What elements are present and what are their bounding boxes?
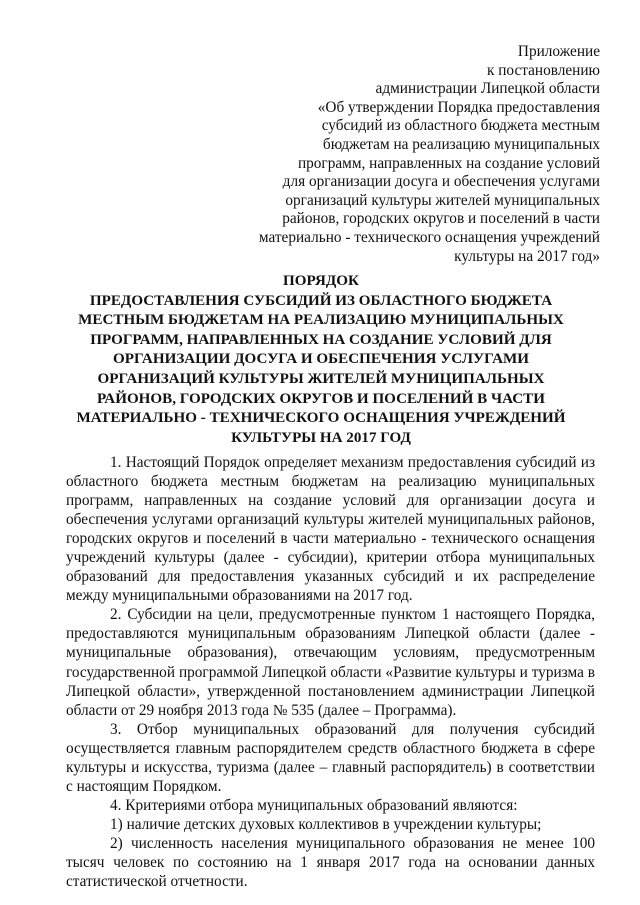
appendix-line: материально - технического оснащения учреждений <box>258 228 600 246</box>
title-line: МАТЕРИАЛЬНО - ТЕХНИЧЕСКОГО ОСНАЩЕНИЯ УЧРЕЖДЕНИЙ <box>76 410 566 427</box>
document-title <box>60 272 582 448</box>
title-line: ОРГАНИЗАЦИЙ КУЛЬТУРЫ ЖИТЕЛЕЙ МУНИЦИПАЛЬНЫХ <box>97 370 545 387</box>
appendix-line: к постановлению <box>486 61 600 79</box>
appendix-line: культуры на 2017 год» <box>454 247 600 265</box>
title-line: ОРГАНИЗАЦИИ ДОСУГА И ОБЕСПЕЧЕНИЯ УСЛУГАМИ <box>113 351 529 368</box>
appendix-line: субсидий из областного бюджета местным <box>321 117 600 135</box>
title-line: ПОРЯДОК <box>283 273 359 289</box>
body-paragraph-3: 3. Отбор муниципальных образований для получения субсидий осуществляется главным распорядителем средств областного бюджета в сфере культуры и искусства, туризма (далее – главный распорядитель) в соответствии с настоящим Порядком. <box>66 720 595 795</box>
body-paragraph-4: 4. Критериями отбора муниципальных образований являются: <box>110 796 518 814</box>
criterion-1: 1) наличие детских духовых коллективов в учреждении культуры; <box>110 815 542 833</box>
title-line: МЕСТНЫМ БЮДЖЕТАМ НА РЕАЛИЗАЦИЮ МУНИЦИПАЛЬНЫХ <box>78 312 564 329</box>
appendix-line: Приложение <box>517 43 600 60</box>
appendix-line: бюджетам на реализацию муниципальных <box>322 135 600 153</box>
appendix-line: администрации Липецкой области <box>375 80 600 98</box>
appendix-line: организаций культуры жителей муниципальных <box>285 191 600 209</box>
document-body <box>66 453 595 891</box>
body-paragraph-1: 1. Настоящий Порядок определяет механизм предоставления субсидий из областного бюджета местным бюджетам на реализацию муниципальных программ, направленных на создание условий для организации досуга и обеспечения услугами организаций культуры жителей муниципальных районов, городских округов и поселений в части материально - технического оснащения учреждений культуры (далее - субсидии), критерии отбора муниципальных образований для предоставления указанных субсидий и их распределение между муниципальными образованиями на 2017 год. <box>66 454 595 605</box>
appendix-header <box>230 43 600 266</box>
appendix-line: «Об утверждении Порядка предоставления <box>317 98 600 116</box>
title-line: ПРЕДОСТАВЛЕНИЯ СУБСИДИЙ ИЗ ОБЛАСТНОГО БЮДЖЕТА <box>89 292 553 309</box>
title-line: ПРОГРАММ, НАПРАВЛЕННЫХ НА СОЗДАНИЕ УСЛОВИЙ ДЛЯ <box>90 331 552 348</box>
criterion-2: 2) численность населения муниципального образования не менее 100 тысяч человек по состоянию на 1 января 2017 года на основании данных статистической отчетности. <box>66 834 595 891</box>
appendix-line: районов, городских округов и поселений в части <box>282 210 600 228</box>
title-line: РАЙОНОВ, ГОРОДСКИХ ОКРУГОВ И ПОСЕЛЕНИЙ В ЧАСТИ <box>97 390 545 407</box>
appendix-line: для организации досуга и обеспечения услугами <box>282 173 600 191</box>
body-paragraph-2: 2. Субсидии на цели, предусмотренные пунктом 1 настоящего Порядка, предоставляются муниципальным образованиям Липецкой области (далее - муниципальные образования), отвечающим условиям, предусмотренным государственной программой Липецкой области «Развитие культуры и туризма в Липецкой области», утвержденной постановлением администрации Липецкой области от 29 ноября 2013 года № 535 (далее – Программа). <box>66 606 595 719</box>
title-line: КУЛЬТУРЫ НА 2017 ГОД <box>231 429 411 446</box>
appendix-line: программ, направленных на создание условий <box>297 154 600 172</box>
